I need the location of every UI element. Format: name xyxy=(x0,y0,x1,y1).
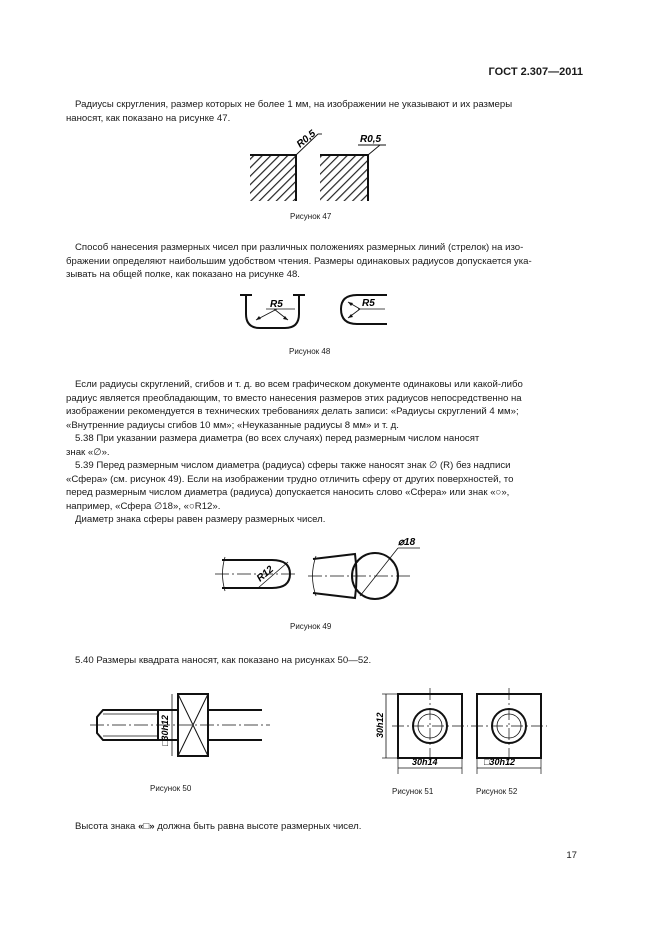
text-line: 5.39 Перед размерным числом диаметра (радиуса) сферы также наносят знак ∅ (R) без надписи xyxy=(75,460,511,471)
text-line xyxy=(75,820,583,834)
figure-51-caption: Рисунок 51 xyxy=(392,787,434,796)
figure-52 xyxy=(0,680,661,800)
paragraph-5-40 xyxy=(75,654,583,668)
figure-48-right-label: R5 xyxy=(362,298,375,309)
square-sign: «□» xyxy=(138,821,155,832)
figure-47-right-block xyxy=(320,145,386,201)
paragraph-sign-height xyxy=(75,820,583,834)
figure-52-label: □30h12 xyxy=(484,757,515,767)
figure-47-left-block xyxy=(250,134,322,201)
text-line: изображении рекомендуется в технических требованиях делать записи: «Радиусы скруглений 4 мм»; xyxy=(66,406,519,417)
paragraph-uniform-radii xyxy=(66,378,583,527)
figure-51-horizontal-label: 30h14 xyxy=(412,757,438,767)
figure-52-caption: Рисунок 52 xyxy=(476,787,518,796)
figure-48-caption: Рисунок 48 xyxy=(289,347,331,356)
text-line: 5.38 При указании размера диаметра (во всех случаях) перед размерным числом наносят xyxy=(75,433,480,444)
figure-47-right-label: R0,5 xyxy=(360,134,382,145)
paragraph-dimension-numbers xyxy=(66,241,583,282)
text-line: Если радиусы скруглений, сгибов и т. д. во всем графическом документе одинаковы или какой-либо xyxy=(75,379,523,390)
text-line: например, «Сфера ∅18», «○R12». xyxy=(66,500,221,512)
figure-49-right-label: ⌀18 xyxy=(398,537,416,548)
text-line: радиус является преобладающим, то вместо нанесения размеров этих радиусов непосредственно на xyxy=(66,392,522,404)
figure-49 xyxy=(0,537,661,610)
text-line: зывать на общей полке, как показано на рисунке 48. xyxy=(66,269,300,280)
figure-49-right-sphere xyxy=(308,548,420,599)
text-line: «Сфера» (см. рисунок 49). Если на изображении трудно отличить сферу от других поверхностей, то xyxy=(66,473,514,485)
figure-50-caption: Рисунок 50 xyxy=(150,784,192,793)
text-line: Радиусы скругления, размер которых не более 1 мм, на изображении не указывают и их размеры xyxy=(75,99,513,110)
text-line: «Внутренние радиусы сгибов 10 мм»; «Неуказанные радиусы 8 мм» и т. д. xyxy=(66,419,399,431)
text-line: 5.40 Размеры квадрата наносят, как показано на рисунках 50—52. xyxy=(75,655,372,666)
figure-48 xyxy=(0,290,661,350)
figure-48-left-label: R5 xyxy=(270,299,283,310)
document-header: ГОСТ 2.307—2011 xyxy=(488,66,583,78)
text-part: должна быть равна высоте размерных чисел. xyxy=(154,821,362,832)
text-line: бражении определяют наибольшим удобством чтения. Размеры одинаковых радиусов допускается ука- xyxy=(66,255,532,267)
figure-50-label: □30h12 xyxy=(160,715,170,746)
text-line: наносят, как показано на рисунке 47. xyxy=(66,112,231,124)
text-part: Высота знака xyxy=(75,821,139,832)
figure-47-left-label: R0,5 xyxy=(294,128,319,151)
text-line: Диаметр знака сферы равен размеру размерных чисел. xyxy=(75,514,326,525)
text-line: знак «∅». xyxy=(66,446,110,458)
figure-47 xyxy=(0,120,661,220)
figure-49-left-label: R12 xyxy=(254,564,276,585)
figure-49-caption: Рисунок 49 xyxy=(290,622,332,631)
figure-49-left-rod xyxy=(215,557,295,591)
text-line: перед размерным числом диаметра (радиуса) допускается наносить слово «Сфера» или знак «○», xyxy=(66,487,510,498)
page-number: 17 xyxy=(566,850,577,861)
text-line: Способ нанесения размерных чисел при различных положениях размерных линий (стрелок) на изо- xyxy=(75,242,524,253)
figure-47-caption: Рисунок 47 xyxy=(290,212,332,221)
figure-51-vertical-label: 30h12 xyxy=(375,712,385,738)
